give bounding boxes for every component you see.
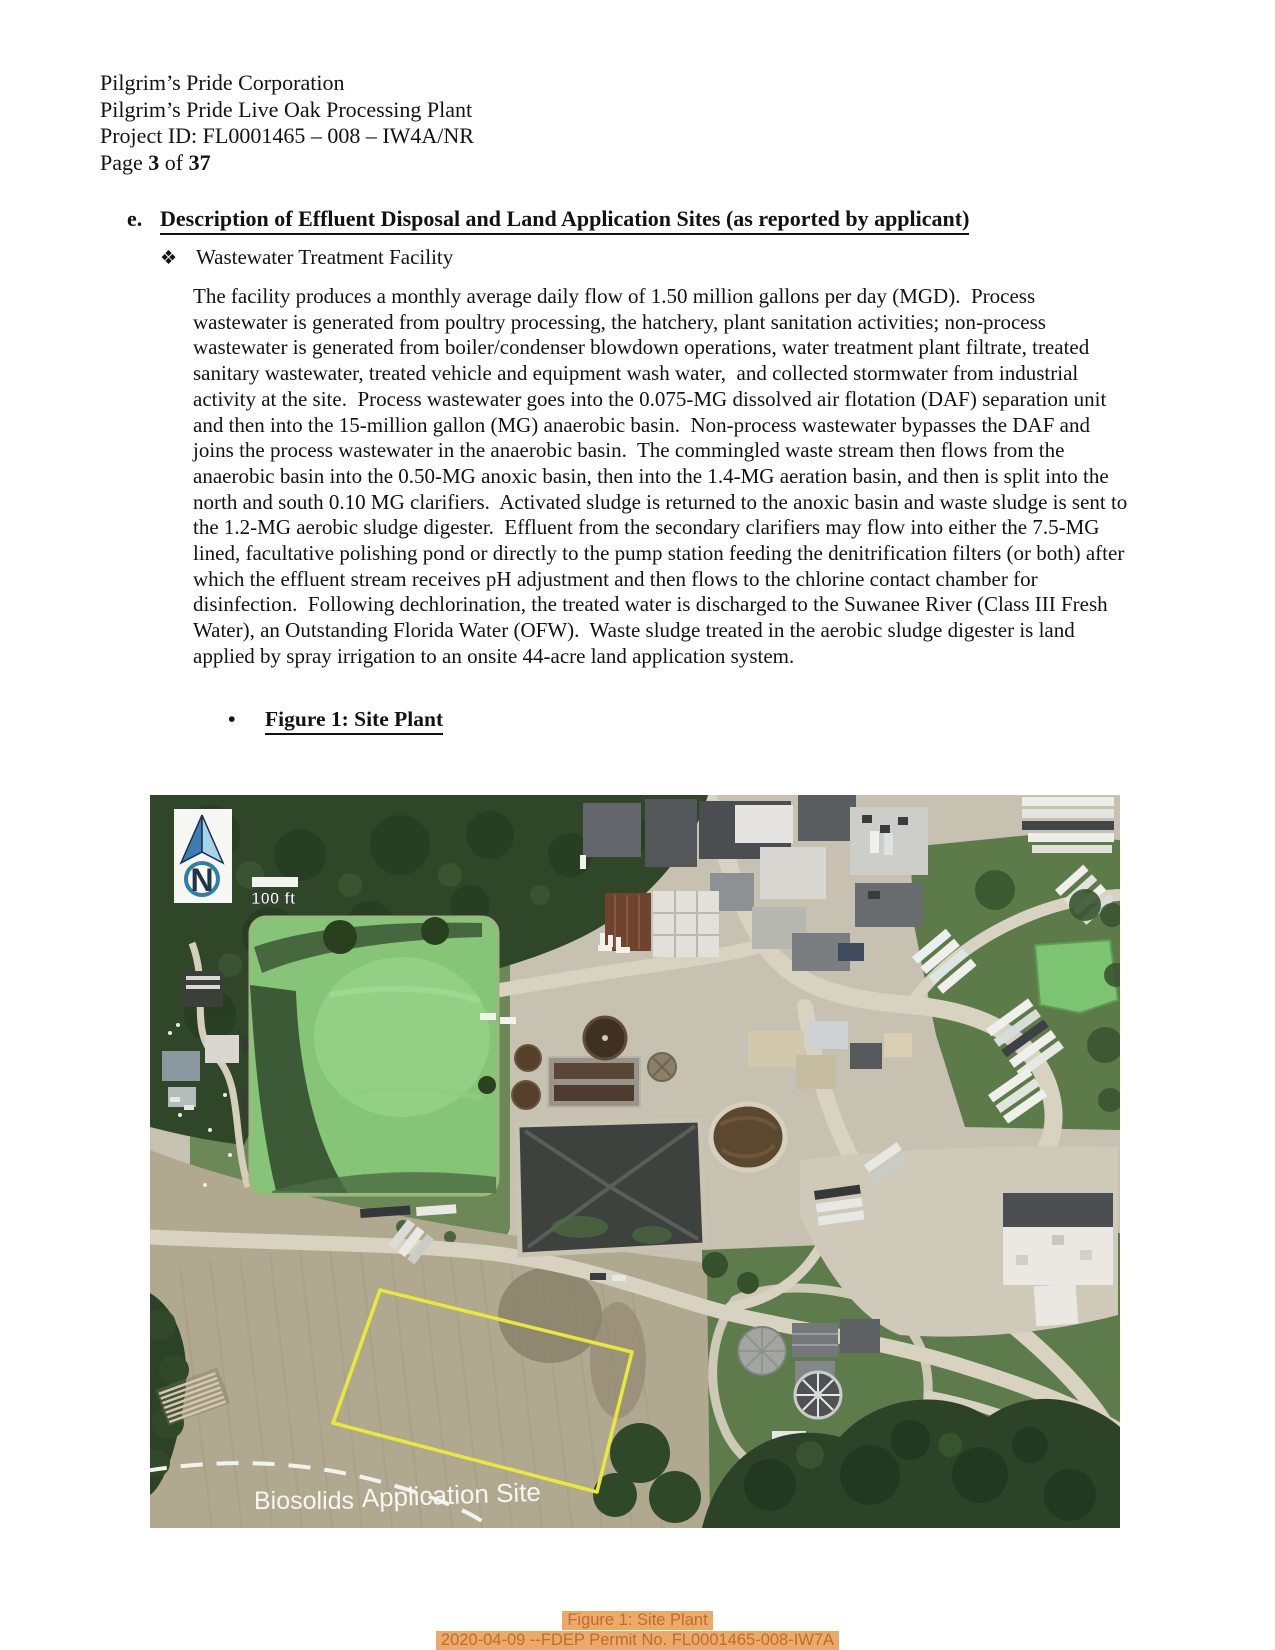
figure-site-plan	[150, 795, 1120, 1528]
figure-heading-text: Figure 1: Site Plant	[265, 707, 443, 735]
lined-storage-basin	[517, 1120, 705, 1255]
biosolids-label: Biosolids	[254, 1487, 355, 1515]
header-facility: Pilgrim’s Pride Live Oak Processing Plant	[100, 96, 473, 122]
scale-bar	[251, 877, 298, 908]
application-site-label: Application Site	[361, 1476, 542, 1513]
footer-permit	[0, 1631, 1275, 1650]
anaerobic-lagoon	[250, 917, 498, 1195]
footer-caption-text: Figure 1: Site Plant	[562, 1611, 712, 1630]
scale-label: 100 ft	[251, 889, 296, 908]
footer-caption	[0, 1611, 1275, 1630]
section-subheading	[160, 245, 453, 270]
header-project-id: Project ID: FL0001465 – 008 – IW4A/NR	[100, 123, 474, 148]
figure-heading	[228, 707, 443, 735]
footer-permit-text: 2020-04-09 --FDEP Permit No. FL0001465-008-IW7A	[436, 1631, 839, 1650]
subheading-text: Wastewater Treatment Facility	[196, 245, 454, 269]
header-page-label: Page 3 of 37	[100, 149, 211, 175]
north-letter: N	[190, 862, 214, 898]
dot-bullet-icon: •	[228, 707, 236, 731]
north-arrow-icon	[174, 809, 232, 903]
section-letter: e.	[127, 206, 143, 231]
aerial-photo	[150, 795, 1120, 1528]
body-paragraph: The facility produces a monthly average daily flow of 1.50 million gallons per day (MGD). Process wastewater is generated from poultry processing, the hatchery, plant sanitation activities; non-process wastewater is generated from boiler/condenser blowdown operations, water treatment plant filtrate, treated sanitary wastewater, treated vehicle and equipment wash water, and collected stormwater from industrial activity at the site. Process wastewater goes into the 0.075-MG dissolved air flotation (DAF) separation unit and then into the 15-million gallon (MG) anaerobic basin. Non-process wastewater bypasses the DAF and joins the process wastewater in the anaerobic basin. The commingled waste stream then flows from the anaerobic basin into the 0.50-MG anoxic basin, then into the 1.4-MG aeration basin, and then is split into the north and south 0.10 MG clarifiers. Activated sludge is returned to the anoxic basin and waste sludge is sent to the 1.2-MG aerobic sludge digester. Effluent from the secondary clarifiers may flow into either the 7.5-MG lined, facultative polishing pond or directly to the pump station feeding the denitrification filters (or both) after which the effluent stream receives pH adjustment and then flows to the chlorine contact chamber for disinfection. Following dechlorination, the treated water is discharged to the Suwanee River (Class III Fresh Water), an Outstanding Florida Water (OFW). Waste sludge treated in the aerobic sludge digester is land applied by spray irrigation to an onsite 44-acre land application system.	[193, 284, 1133, 668]
document-header	[100, 70, 474, 176]
section-heading-text: Description of Effluent Disposal and Land Application Sites (as reported by applicant)	[160, 206, 969, 235]
section-heading	[127, 206, 969, 235]
page-number: 3	[148, 149, 160, 175]
page-total: 37	[188, 149, 211, 175]
header-company: Pilgrim’s Pride Corporation	[100, 70, 345, 95]
diamond-bullet-icon: ❖	[160, 248, 178, 269]
circular-basin	[711, 1104, 785, 1170]
